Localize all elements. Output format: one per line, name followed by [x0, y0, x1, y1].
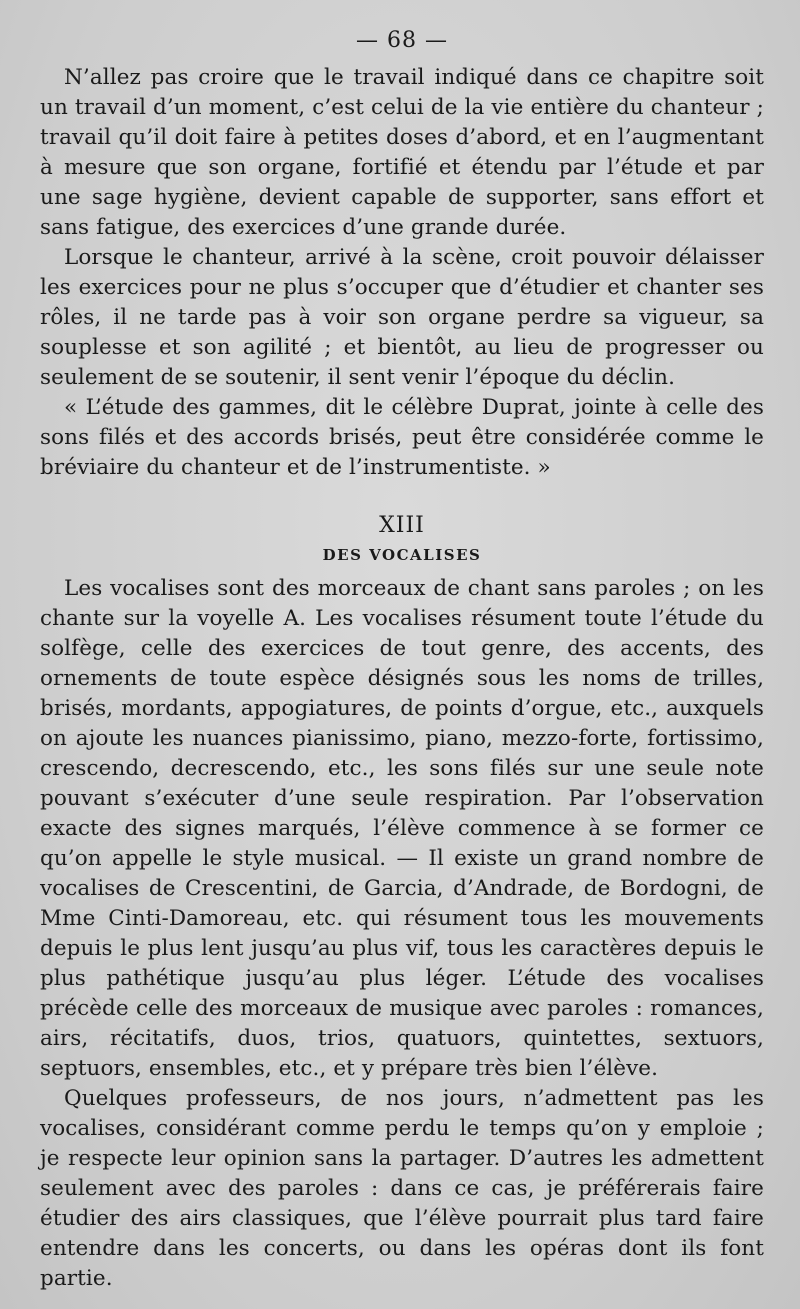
paragraph: Quelques professeurs, de nos jours, n’admettent pas les vocalises, considérant comme perdu le temps qu’on y emploie ; je respecte leur opinion sans la partager. D’autres les admettent seulement avec des paroles : dans ce cas, je préférerais faire étudier des airs classiques, que l’élève pourrait plus tard faire entendre dans les concerts, ou dans les opéras dont ils font partie.	[40, 1086, 764, 1291]
paragraph: Lorsque le chanteur, arrivé à la scène, croit pouvoir délaisser les exercices pour ne plus s’occuper que d’étudier et chanter ses rôles, il ne tarde pas à voir son organe perdre sa vigueur, sa souplesse et son agilité ; et bientôt, au lieu de progresser ou seulement de se soutenir, il sent venir l’époque du déclin.	[40, 245, 764, 390]
page-number: — 68 —	[356, 28, 448, 53]
paragraph: Les vocalises sont des morceaux de chant sans paroles ; on les chante sur la voyelle A. Les vocalises résument toute l’étude du solfège, celle des exercices de tout genre, des accents, des ornements de toute espèce désignés sous les noms de trilles, brisés, mordants, appogiatures, de points d’orgue, etc., auxquels on ajoute les nuances pianissimo, piano, mezzo-forte, fortissimo, crescendo, decrescendo, etc., les sons filés sur une seule note pouvant s’exécuter d’une seule respiration. Par l’observation exacte des signes marqués, l’élève commence à se former ce qu’on appelle le style musical. — Il existe un grand nombre de vocalises de Crescentini, de Garcia, d’Andrade, de Bordogni, de Mme Cinti-Damoreau, etc. qui résument tous les mouvements depuis le plus lent jusqu’au plus vif, tous les caractères depuis le plus pathétique jusqu’au plus léger. L’étude des vocalises précède celle des morceaux de musique avec paroles : romances, airs, récitatifs, duos, trios, quatuors, quintettes, sextuors, septuors, ensembles, etc., et y prépare très bien l’élève.	[40, 576, 764, 1081]
section-title: DES VOCALISES	[322, 546, 482, 564]
paragraph: N’allez pas croire que le travail indiqué dans ce chapitre soit un travail d’un moment, c’est celui de la vie entière du chanteur ; travail qu’il doit faire à petites doses d’abord, et en l’augmentant à mesure que son organe, fortifié et étendu par l’étude et par une sage hygiène, devient capable de supporter, sans effort et sans fatigue, des exercices d’une grande durée.	[40, 65, 764, 240]
quote-paragraph: « L’étude des gammes, dit le célèbre Duprat, jointe à celle des sons filés et des accords brisés, peut être considérée comme le bréviaire du chanteur et de l’instrumentiste. »	[40, 395, 764, 480]
section-number: XIII	[379, 513, 425, 538]
